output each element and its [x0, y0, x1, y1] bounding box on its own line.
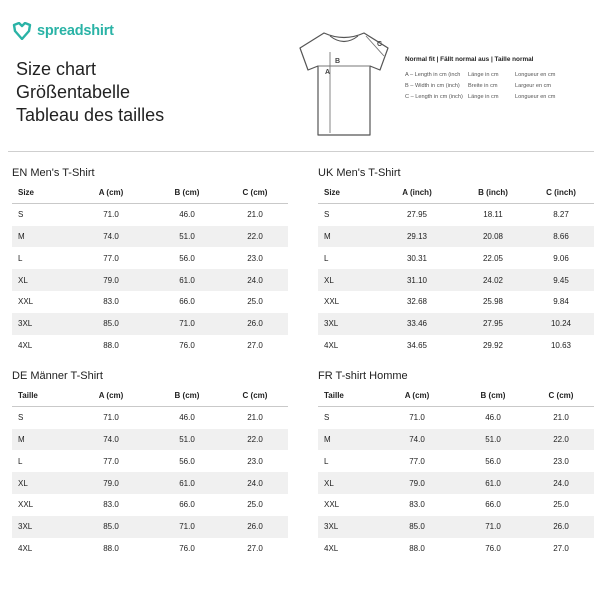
table-row — [318, 450, 594, 472]
table-title: EN Men's T-Shirt — [12, 167, 95, 179]
table-row — [12, 429, 288, 451]
brand-logo[interactable] — [12, 20, 114, 42]
size-cell: 3XL — [12, 516, 70, 538]
measure-label-c: C — [377, 41, 383, 48]
column-header: Taille — [318, 385, 376, 407]
size-cell: XL — [12, 269, 70, 291]
tshirt-measurement-diagram — [296, 26, 392, 138]
table-row — [318, 226, 594, 248]
measurement-cell: 30.31 — [406, 253, 428, 263]
measurement-cell: 24.0 — [222, 472, 288, 494]
size-cell: 4XL — [18, 340, 33, 350]
measurement-cell: 23.0 — [247, 456, 263, 466]
measurement-cell: 27.0 — [247, 543, 263, 553]
measurement-cell: 22.05 — [482, 253, 504, 263]
measurement-cell: 8.27 — [553, 210, 569, 220]
table-row — [12, 472, 288, 494]
spreadshirt-logo-icon — [12, 22, 32, 40]
table-row — [12, 516, 288, 538]
size-cell: L — [18, 456, 23, 466]
measurement-cell: 85.0 — [70, 313, 152, 335]
measurement-cell: 27.0 — [553, 543, 569, 553]
measurement-cell: 22.0 — [222, 429, 288, 451]
measurement-cell: 51.0 — [152, 226, 222, 248]
size-cell: 4XL — [324, 340, 339, 350]
measurement-cell: 26.0 — [528, 516, 594, 538]
measurement-cell: 23.0 — [553, 456, 569, 466]
column-header: B (inch) — [458, 182, 528, 204]
table-row — [318, 291, 594, 313]
column-header: A (cm) — [70, 182, 152, 204]
header-divider — [8, 151, 594, 152]
column-header: A (cm) — [70, 385, 152, 407]
measurement-cell: 61.0 — [152, 269, 222, 291]
measurement-cell: 27.95 — [458, 313, 528, 335]
measurement-cell: 74.0 — [376, 429, 458, 451]
size-cell: 3XL — [318, 516, 376, 538]
size-cell: M — [318, 226, 376, 248]
table-row — [12, 538, 288, 560]
tshirt-outline — [300, 33, 388, 135]
table-header-row — [318, 182, 594, 204]
measurement-cell: 71.0 — [152, 516, 222, 538]
size-cell: XXL — [18, 297, 34, 307]
measurement-cell: 24.0 — [528, 472, 594, 494]
measure-label-a: A — [325, 69, 331, 76]
measurement-cell: 88.0 — [409, 543, 425, 553]
size-cell: L — [18, 253, 23, 263]
table-header-row — [12, 182, 288, 204]
size-cell: M — [12, 429, 70, 451]
size-cell: XL — [12, 472, 70, 494]
table-row — [12, 407, 288, 429]
measurement-cell: 56.0 — [179, 456, 195, 466]
table-row — [12, 291, 288, 313]
table-row — [318, 407, 594, 429]
measurement-cell: 21.0 — [553, 413, 569, 423]
size-cell: 3XL — [12, 313, 70, 335]
measurement-cell: 83.0 — [409, 500, 425, 510]
measurement-cell: 25.0 — [553, 500, 569, 510]
page-titles — [16, 58, 164, 127]
measurement-cell: 66.0 — [179, 297, 195, 307]
table-header-row — [12, 385, 288, 407]
size-cell: S — [324, 210, 330, 220]
measurement-cell: 74.0 — [70, 429, 152, 451]
measurement-cell: 18.11 — [483, 210, 503, 220]
table-row — [12, 450, 288, 472]
measurement-cell: 56.0 — [485, 456, 501, 466]
table-row — [12, 494, 288, 516]
measurement-cell: 77.0 — [103, 253, 119, 263]
legend-row: B – Width in cm (inch) Breite in cm Largeur en cm — [405, 83, 552, 89]
measurement-cell: 27.95 — [406, 210, 428, 220]
table-row — [318, 538, 594, 560]
measurement-cell: 20.08 — [458, 226, 528, 248]
table-row — [318, 313, 594, 335]
table-row — [12, 226, 288, 248]
size-cell: S — [324, 413, 330, 423]
measurement-cell: 83.0 — [103, 500, 119, 510]
size-cell: XXL — [18, 500, 34, 510]
legend-row: A – Length in cm (inch Länge in cm Longueur en cm — [405, 72, 556, 78]
measurement-cell: 21.0 — [247, 210, 263, 220]
size-cell: S — [18, 413, 24, 423]
column-header: C (cm) — [222, 385, 288, 407]
measurement-cell: 10.24 — [528, 313, 594, 335]
measurement-cell: 46.0 — [485, 413, 501, 423]
measurement-cell: 21.0 — [247, 413, 263, 423]
table-row — [318, 269, 594, 291]
measurement-cell: 85.0 — [376, 516, 458, 538]
measurement-cell: 24.02 — [458, 269, 528, 291]
measurement-cell: 71.0 — [103, 413, 119, 423]
table-title: DE Männer T-Shirt — [12, 370, 103, 382]
column-header: B (cm) — [458, 385, 528, 407]
measurement-cell: 26.0 — [222, 313, 288, 335]
measurement-cell: 88.0 — [103, 543, 119, 553]
measurement-cell: 79.0 — [70, 269, 152, 291]
size-cell: M — [12, 226, 70, 248]
measurement-cell: 46.0 — [179, 210, 195, 220]
column-header: B (cm) — [152, 385, 222, 407]
size-cell: 3XL — [318, 313, 376, 335]
size-cell: S — [18, 210, 24, 220]
table-title: FR T-shirt Homme — [318, 370, 408, 382]
table-section-en — [12, 164, 288, 356]
table-row — [12, 204, 288, 226]
measurement-cell: 51.0 — [458, 429, 528, 451]
measurement-cell: 24.0 — [222, 269, 288, 291]
measurement-cell: 31.10 — [376, 269, 458, 291]
size-table — [12, 385, 288, 559]
table-section-uk — [318, 164, 594, 356]
measurement-cell: 66.0 — [179, 500, 195, 510]
table-title: UK Men's T-Shirt — [318, 167, 401, 179]
size-cell: XXL — [324, 297, 340, 307]
measurement-cell: 77.0 — [409, 456, 425, 466]
table-row — [12, 335, 288, 357]
size-cell: 4XL — [324, 543, 339, 553]
table-row — [318, 494, 594, 516]
size-cell: M — [318, 429, 376, 451]
measurement-cell: 29.92 — [482, 340, 504, 350]
table-row — [318, 247, 594, 269]
measurement-cell: 29.13 — [376, 226, 458, 248]
table-row — [12, 269, 288, 291]
measurement-cell: 76.0 — [485, 543, 501, 553]
title-de: Größentabelle — [16, 82, 131, 102]
table-row — [318, 204, 594, 226]
column-header: A (cm) — [376, 385, 458, 407]
legend-header: Normal fit | Fällt normal aus | Taille normal — [405, 56, 534, 63]
measurement-cell: 77.0 — [103, 456, 119, 466]
measurement-cell: 9.06 — [553, 253, 569, 263]
measurement-cell: 61.0 — [152, 472, 222, 494]
size-cell: 4XL — [18, 543, 33, 553]
measurement-cell: 22.0 — [222, 226, 288, 248]
column-header: Taille — [12, 385, 70, 407]
measurement-cell: 76.0 — [179, 543, 195, 553]
measurement-cell: 23.0 — [247, 253, 263, 263]
table-row — [318, 429, 594, 451]
measurement-legend — [405, 56, 595, 103]
measurement-cell: 9.84 — [553, 297, 569, 307]
size-cell: XL — [318, 472, 376, 494]
measurement-cell: 9.45 — [528, 269, 594, 291]
measurement-cell: 56.0 — [179, 253, 195, 263]
measurement-cell: 32.68 — [406, 297, 428, 307]
column-header: Size — [318, 182, 376, 204]
measurement-cell: 71.0 — [103, 210, 119, 220]
measurement-cell: 83.0 — [103, 297, 119, 307]
legend-row: C – Length in cm (inch) Länge in cm Longueur en cm — [405, 94, 556, 100]
measurement-cell: 71.0 — [152, 313, 222, 335]
measurement-cell: 10.63 — [550, 340, 572, 350]
measurement-cell: 8.66 — [528, 226, 594, 248]
column-header: C (inch) — [528, 182, 594, 204]
measurement-cell: 79.0 — [70, 472, 152, 494]
table-row — [12, 247, 288, 269]
table-section-fr — [318, 367, 594, 559]
measurement-cell: 51.0 — [152, 429, 222, 451]
measurement-cell: 34.65 — [406, 340, 428, 350]
size-table — [318, 385, 594, 559]
measurement-cell: 85.0 — [70, 516, 152, 538]
size-cell: XXL — [324, 500, 340, 510]
size-table — [12, 182, 288, 356]
measurement-cell: 61.0 — [458, 472, 528, 494]
column-header: C (cm) — [528, 385, 594, 407]
measurement-cell: 66.0 — [485, 500, 501, 510]
measurement-cell: 22.0 — [528, 429, 594, 451]
column-header: Size — [12, 182, 70, 204]
measurement-cell: 79.0 — [376, 472, 458, 494]
measurement-cell: 88.0 — [103, 340, 119, 350]
brand-name: spreadshirt — [37, 23, 114, 39]
measurement-cell: 71.0 — [458, 516, 528, 538]
table-row — [12, 313, 288, 335]
title-fr: Tableau des tailles — [16, 105, 165, 125]
table-row — [318, 472, 594, 494]
measurement-cell: 25.0 — [247, 297, 263, 307]
size-cell: XL — [318, 269, 376, 291]
measurement-cell: 27.0 — [247, 340, 263, 350]
size-cell: L — [324, 456, 329, 466]
size-table — [318, 182, 594, 356]
title-en: Size chart — [16, 59, 97, 79]
column-header: B (cm) — [152, 182, 222, 204]
measurement-cell: 46.0 — [179, 413, 195, 423]
column-header: C (cm) — [222, 182, 288, 204]
table-row — [318, 516, 594, 538]
measure-label-b: B — [335, 58, 341, 65]
table-header-row — [318, 385, 594, 407]
measurement-cell: 25.0 — [247, 500, 263, 510]
measurement-cell: 74.0 — [70, 226, 152, 248]
measurement-cell: 76.0 — [179, 340, 195, 350]
column-header: A (inch) — [376, 182, 458, 204]
table-row — [318, 335, 594, 357]
measurement-cell: 25.98 — [482, 297, 504, 307]
measurement-cell: 71.0 — [409, 413, 425, 423]
measurement-cell: 26.0 — [222, 516, 288, 538]
table-section-de — [12, 367, 288, 559]
size-cell: L — [324, 253, 329, 263]
measurement-cell: 33.46 — [376, 313, 458, 335]
